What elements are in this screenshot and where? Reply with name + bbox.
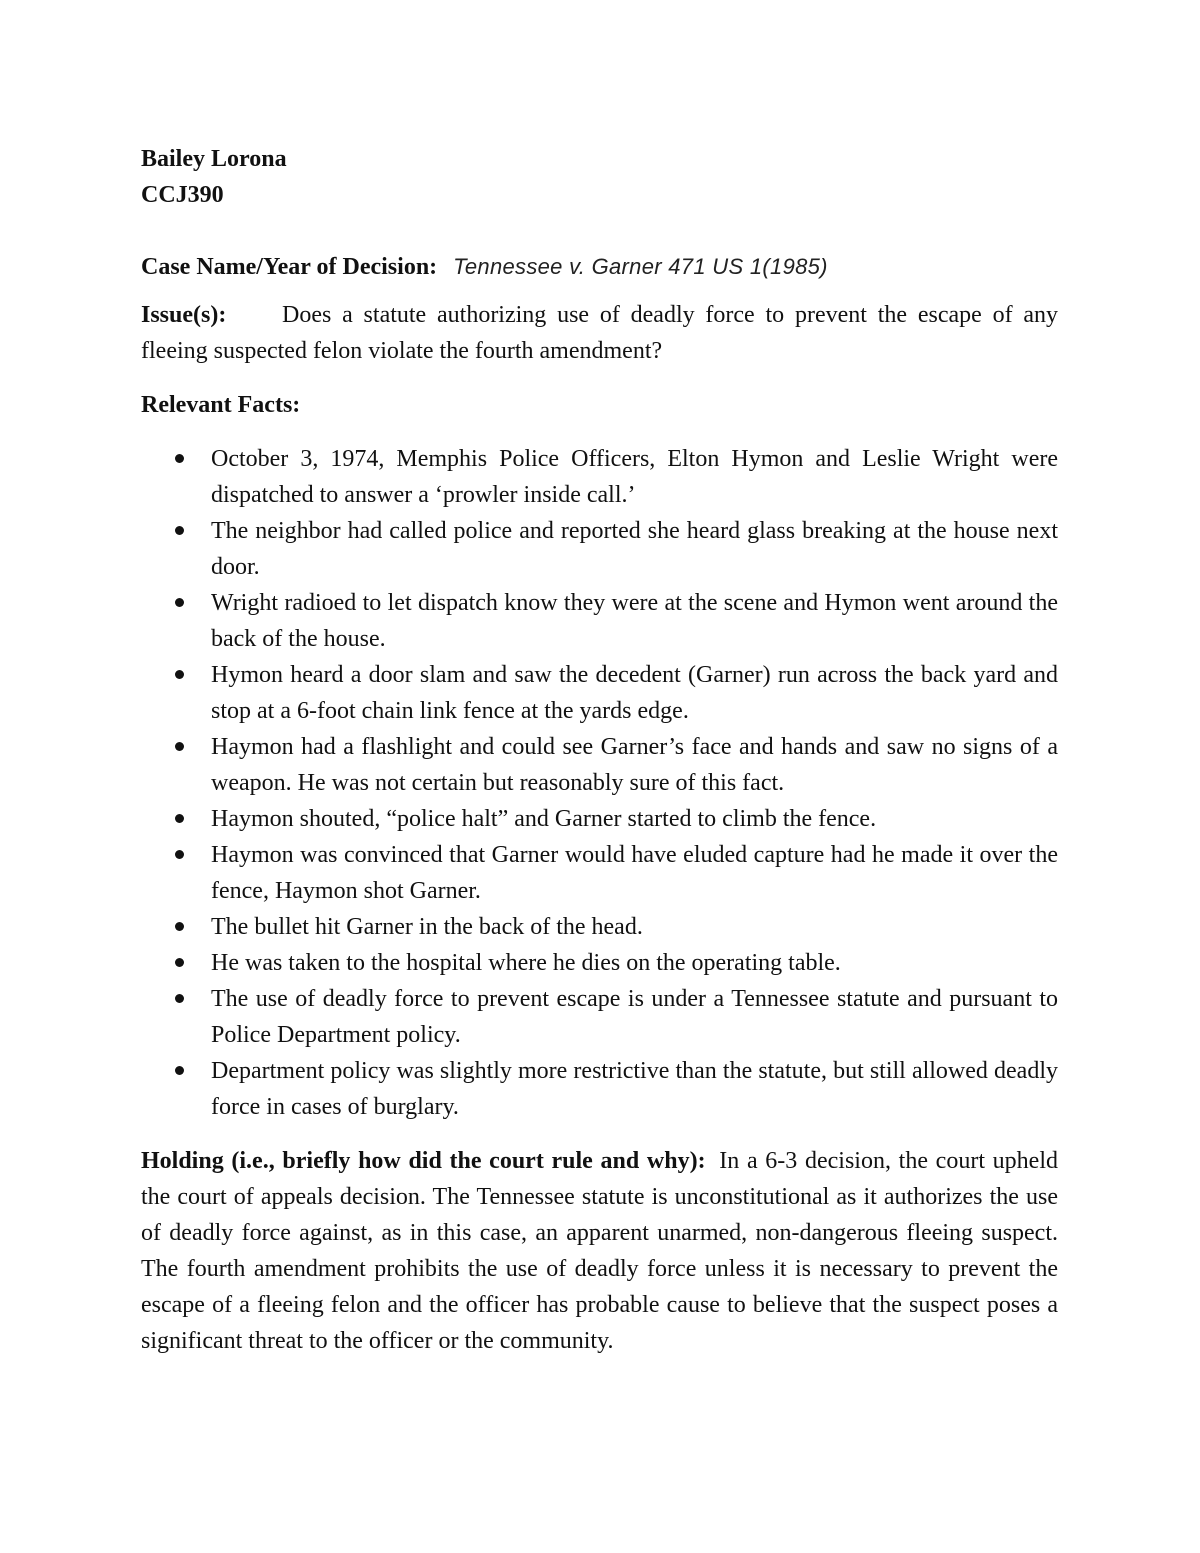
bullet-icon: [175, 994, 184, 1003]
fact-list-item: [141, 837, 1058, 909]
fact-list-item: [141, 657, 1058, 729]
case-name-value: Tennessee v. Garner 471 US 1(1985): [453, 254, 828, 279]
relevant-facts-list: [141, 441, 1058, 1125]
fact-text: Wright radioed to let dispatch know they were at the scene and Hymon went around the back of the house.: [211, 590, 1058, 652]
holding-label: Holding (i.e., briefly how did the court rule and why):: [141, 1148, 706, 1174]
document-body: [141, 141, 1058, 1359]
holding-text: In a 6-3 decision, the court upheld the court of appeals decision. The Tennessee statute is unconstitutional as it authorizes the use of deadly force against, as in this case, an apparent unarmed, non-dangerous fleeing suspect. The fourth amendment prohibits the use of deadly force unless it is necessary to prevent the escape of a fleeing felon and the officer has probable cause to believe that the suspect poses a significant threat to the officer or the community.: [141, 1148, 1058, 1354]
fact-list-item: [141, 441, 1058, 513]
fact-text: Department policy was slightly more restrictive than the statute, but still allowed deadly force in cases of burglary.: [211, 1058, 1058, 1120]
fact-text: Haymon had a flashlight and could see Garner’s face and hands and saw no signs of a weapon. He was not certain but reasonably sure of this fact.: [211, 734, 1058, 796]
bullet-icon: [175, 526, 184, 535]
fact-list-item: [141, 585, 1058, 657]
relevant-facts-heading: Relevant Facts:: [141, 392, 301, 418]
case-name-label: Case Name/Year of Decision:: [141, 254, 438, 280]
bullet-icon: [175, 598, 184, 607]
bullet-icon: [175, 454, 184, 463]
fact-text: The bullet hit Garner in the back of the head.: [211, 914, 643, 940]
fact-text: October 3, 1974, Memphis Police Officers, Elton Hymon and Leslie Wright were dispatched to answer a ‘prowler inside call.’: [211, 446, 1058, 508]
fact-text: He was taken to the hospital where he dies on the operating table.: [211, 950, 841, 976]
fact-text: Hymon heard a door slam and saw the decedent (Garner) run across the back yard and stop at a 6-foot chain link fence at the yards edge.: [211, 662, 1058, 724]
issue-section: [141, 297, 1058, 369]
course-code: CCJ390: [141, 182, 224, 208]
author-name: Bailey Lorona: [141, 146, 287, 172]
bullet-icon: [175, 958, 184, 967]
bullet-icon: [175, 1066, 184, 1075]
fact-text: The use of deadly force to prevent escape is under a Tennessee statute and pursuant to Police Department policy.: [211, 986, 1058, 1048]
fact-text: The neighbor had called police and reported she heard glass breaking at the house next door.: [211, 518, 1058, 580]
fact-list-item: [141, 513, 1058, 585]
fact-list-item: [141, 729, 1058, 801]
fact-list-item: [141, 1053, 1058, 1125]
bullet-icon: [175, 850, 184, 859]
bullet-icon: [175, 742, 184, 751]
fact-text: Haymon shouted, “police halt” and Garner started to climb the fence.: [211, 806, 877, 832]
case-name-line: [141, 249, 1058, 285]
fact-list-item: [141, 945, 1058, 981]
fact-list-item: [141, 981, 1058, 1053]
fact-text: Haymon was convinced that Garner would have eluded capture had he made it over the fence, Haymon shot Garner.: [211, 842, 1058, 904]
bullet-icon: [175, 814, 184, 823]
fact-list-item: [141, 801, 1058, 837]
fact-list-item: [141, 909, 1058, 945]
bullet-icon: [175, 922, 184, 931]
issue-label: Issue(s):: [141, 302, 227, 328]
holding-section: [141, 1143, 1058, 1359]
bullet-icon: [175, 670, 184, 679]
issue-text: Does a statute authorizing use of deadly force to prevent the escape of any fleeing suspected felon violate the fourth amendment?: [141, 302, 1058, 364]
